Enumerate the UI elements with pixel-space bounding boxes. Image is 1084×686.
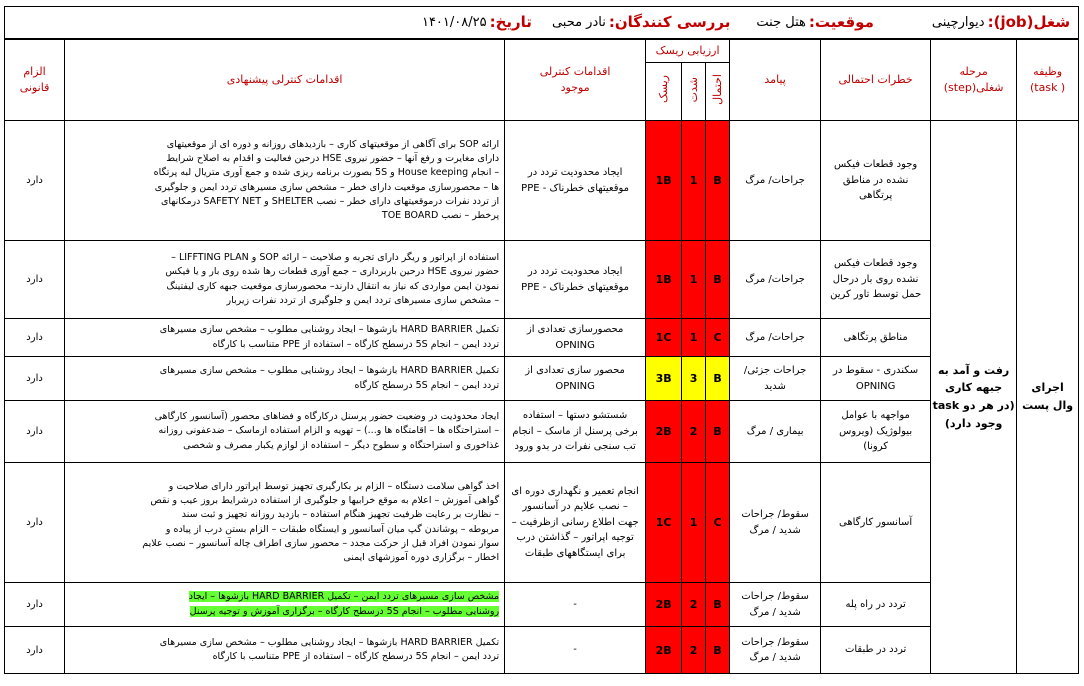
step-column-header: مرحله شغلی(step) [931,39,1017,121]
task-column-header: وظیفه ( task) [1017,39,1079,121]
risk-level-cell: 1B [646,241,682,319]
header-row [5,7,1079,39]
existing-controls-cell: محصورسازی تعدادی از OPNING [505,319,646,357]
risk-level-cell: 1B [646,121,682,241]
table-row [5,583,1079,627]
probability-cell: C [706,319,730,357]
existing-controls-cell: محصور سازی تعدادی از OPNING [505,357,646,401]
proposed-controls-cell: اخذ گواهی سلامت دستگاه – الزام بر بکارگیری تجهیز توسط اپراتور دارای صلاحیت و گواهی آموزش – اعلام به موقع خرابیها و جلوگیری از استفاده درشرایط بروز عیب و نقص – نظارت بر رعایت ظرفیت تجهیز هنگام استفاده – بازدید روزانه تجهیز و ثبت سند مربوطه – پوشاندن گپ میان آسانسور و ایستگاه طبقات – الزام بستن درب از پیاده و سوار نمودن افراد قبل از حرکت مجدد – محصور سازی اطراف چاله آسانسور – نصب علایم اخطار – برگزاری دوره آموزشهای ایمنی [65,463,505,583]
legal-requirement-cell: دارد [5,121,65,241]
column-header-row-1 [5,39,1079,63]
existing-controls-cell: - [505,627,646,674]
consequence-cell: جراحات/ مرگ [730,241,821,319]
consequence-cell: جراحات/ مرگ [730,319,821,357]
proposed-controls-cell: ایجاد محدودیت در وضعیت حضور پرسنل درکارگاه و فضاهای محصور (آسانسور کارگاهی – استراحتگاه ها – اقامتگاه ها و...) – تهویه و الزام استفاده ازماسک – ضدعفونی روزانه غذاخوری و استراحتگاه و سطوح دیگر – استفاده از لوازم یکبار مصرف و شخصی [65,401,505,463]
existing-controls-column-header: اقدامات کنترلی موجود [505,39,646,121]
table-row [5,401,1079,463]
legal-requirement-cell: دارد [5,401,65,463]
consequence-cell: جراحات جزئی/ شدید [730,357,821,401]
existing-controls-cell: انجام تعمیر و نگهداری دوره ای – نصب علایم در آسانسور جهت اطلاع رسانی ازظرفیت – توجیه اپراتور – گذاشتن درب برای ایستگاههای طبقات [505,463,646,583]
proposed-controls-cell: تکمیل HARD BARRIER بازشوها – ایجاد روشنایی مطلوب – مشخص سازی مسیرهای تردد ایمن – انجام 5S درسطح کارگاه – استفاده از PPE متناسب با کارگاه [65,627,505,674]
consequence-cell: جراحات/ مرگ [730,121,821,241]
probability-cell: B [706,241,730,319]
hazard-cell: تردد در طبقات [821,627,931,674]
proposed-controls-cell: مشخص سازی مسیرهای تردد ایمن – تکمیل HARD BARRIER بازشوها – ایجاد روشنایی مطلوب – انجام 5S درسطح کارگاه – برگزاری آموزش و توجیه پرسنل [65,583,505,627]
severity-cell: 2 [682,401,706,463]
legal-requirement-cell: دارد [5,241,65,319]
hazard-column-header: خطرات احتمالی [821,39,931,121]
risk-level-cell: 1C [646,463,682,583]
hazard-cell: وجود قطعات فیکس نشده در مناطق پرتگاهی [821,121,931,241]
legal-requirement-cell: دارد [5,463,65,583]
consequence-cell: بیماری / مرگ [730,401,821,463]
severity-cell: 2 [682,583,706,627]
hazard-cell: مناطق پرتگاهی [821,319,931,357]
risk-level-cell: 2B [646,627,682,674]
job-label: شغل(job): [987,13,1071,32]
severity-column-header: شدت [682,63,706,121]
table-row [5,463,1079,583]
probability-cell: B [706,357,730,401]
existing-controls-cell: شستشو دستها – استفاده برخی پرسنل از ماسک – انجام تب سنجی نفرات در بدو ورود [505,401,646,463]
table-row [5,319,1079,357]
hazard-cell: مواجهه با عوامل بیولوژیک (ویروس کرونا) [821,401,931,463]
hazard-cell: سکندری - سقوط در OPNING [821,357,931,401]
reviewers-value: نادر محبی [551,14,606,30]
table-row [5,241,1079,319]
probability-cell: B [706,627,730,674]
risk-level-cell: 3B [646,357,682,401]
consequence-column-header: پیامد [730,39,821,121]
risk-assessment-table [4,6,1079,674]
legal-column-header: الزام قانونی [5,39,65,121]
risk-level-cell: 2B [646,583,682,627]
risk-column-header: ریسک [646,63,682,121]
severity-cell: 1 [682,463,706,583]
severity-cell: 1 [682,319,706,357]
hazard-cell: آسانسور کارگاهی [821,463,931,583]
date-label: تاریخ: [489,13,532,32]
reviewers-label: بررسی کنندگان: [608,13,731,32]
proposed-controls-column-header: اقدامات کنترلی پیشنهادی [65,39,505,121]
header-cell [5,7,1079,39]
table-row [5,357,1079,401]
consequence-cell: سقوط/ جراحات شدید / مرگ [730,583,821,627]
risk-level-cell: 2B [646,401,682,463]
severity-cell: 2 [682,627,706,674]
date-value: ۱۴۰۱/۰۸/۲۵ [421,14,487,30]
consequence-cell: سقوط/ جراحات شدید / مرگ [730,627,821,674]
hazard-cell: تردد در راه پله [821,583,931,627]
proposed-controls-cell: ارائه SOP برای آگاهی از موقعیتهای کاری – بازدیدهای روزانه و دوره ای از موقعیتهای دارای مغایرت و رفع آنها – حضور نیروی HSE درحین فعالیت و اقدام به اصلاح شرایط – انجام House keeping و 5S بصورت برنامه ریزی شده و جمع آوری متریال لبه پرتگاه ها – محصورسازی موقعیت دارای خطر – مشخص سازی مسیرهای تردد ایمن و جلوگیری از تردد نفرات درموقعیتهای دارای خطر – نصب SHELTER و SAFETY NET درمکانهای پرخطر – نصب TOE BOARD [65,121,505,241]
existing-controls-cell: - [505,583,646,627]
existing-controls-cell: ایجاد محدودیت تردد در موقعیتهای خطرناک - PPE [505,121,646,241]
location-label: موقعیت: [808,13,874,32]
legal-requirement-cell: دارد [5,357,65,401]
probability-cell: C [706,463,730,583]
header-bar [5,13,1078,31]
severity-cell: 1 [682,121,706,241]
proposed-controls-cell: استفاده از اپراتور و ریگر دارای تجربه و صلاحیت – ارائه SOP و LIFFTING PLAN – حضور نیروی HSE درحین باربرداری – جمع آوری قطعات رها شده روی بار و یا فیکس نمودن ایمن مواردی که نیاز به انتقال دارند– محصورسازی موقعیت جبهه کاری لیفتینگ – مشخص سازی مسیرهای تردد ایمن و جلوگیری از تردد نفرات زیربار [65,241,505,319]
task-cell: اجرای وال پست [1017,121,1079,674]
probability-cell: B [706,121,730,241]
probability-column-header: احتمال [706,63,730,121]
location-value: هتل جنت [756,14,806,30]
existing-controls-cell: ایجاد محدودیت تردد در موقعیتهای خطرناک - PPE [505,241,646,319]
probability-cell: B [706,583,730,627]
probability-cell: B [706,401,730,463]
legal-requirement-cell: دارد [5,319,65,357]
table-row [5,627,1079,674]
hazard-cell: وجود قطعات فیکس نشده روی بار درحال حمل توسط تاور کرین [821,241,931,319]
step-cell: رفت و آمد به جبهه کاری (در هر دو task وجود دارد) [931,121,1017,674]
severity-cell: 1 [682,241,706,319]
risk-assessment-sheet [4,6,1078,674]
job-value: دیوارچینی [931,14,985,30]
legal-requirement-cell: دارد [5,627,65,674]
severity-cell: 3 [682,357,706,401]
proposed-controls-cell: تکمیل HARD BARRIER بازشوها – ایجاد روشنایی مطلوب – مشخص سازی مسیرهای تردد ایمن – انجام 5S درسطح کارگاه – استفاده از PPE متناسب با کارگاه [65,319,505,357]
risk-assessment-column-header: ارزیابی ریسک [646,39,730,63]
table-row [5,121,1079,241]
proposed-controls-cell: تکمیل HARD BARRIER بازشوها – ایجاد روشنایی مطلوب – مشخص سازی مسیرهای تردد ایمن – انجام 5S درسطح کارگاه [65,357,505,401]
legal-requirement-cell: دارد [5,583,65,627]
risk-level-cell: 1C [646,319,682,357]
consequence-cell: سقوط/ جراحات شدید / مرگ [730,463,821,583]
